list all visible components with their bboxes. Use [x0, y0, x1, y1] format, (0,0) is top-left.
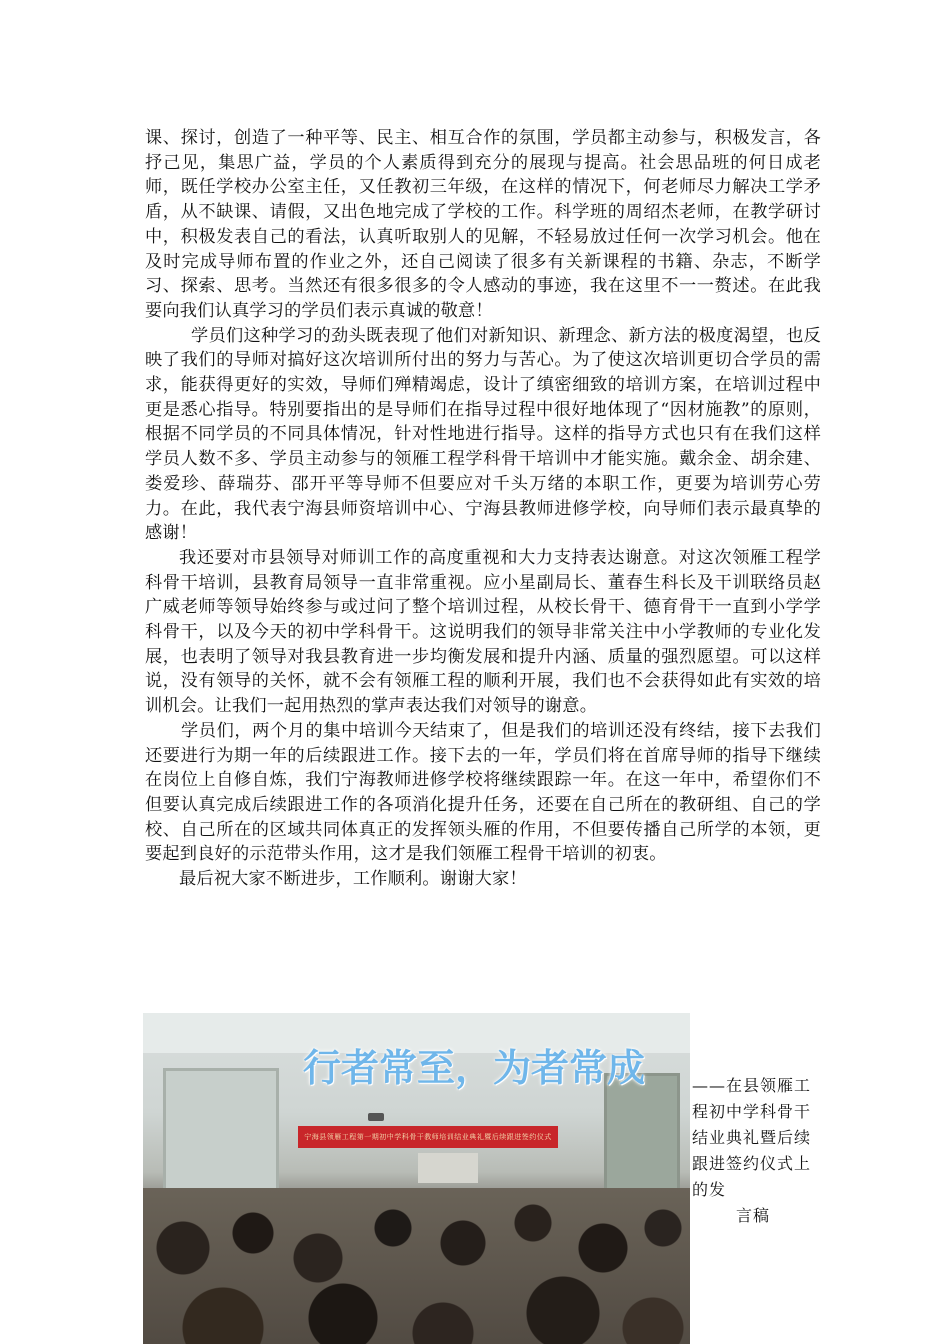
photo-stage	[418, 1153, 478, 1183]
speech-caption	[692, 1073, 814, 1229]
photo-window-left	[163, 1068, 279, 1194]
speech-body	[145, 126, 821, 892]
paragraph-2: 学员们这种学习的劲头既表现了他们对新知识、新理念、新方法的极度渴望，也反映了我们的导师对搞好这次培训所付出的努力与苦心。为了使这次培训更切合学员的需求，能获得更好的实效，导师们殚精竭虑，设计了缜密细致的培训方案，在培训过程中更是悉心指导。特别要指出的是导师们在指导过程中很好地体现了“因材施教”的原则，根据不同学员的不同具体情况，针对性地进行指导。这样的指导方式也只有在我们这样学员人数不多、学员主动参与的领雁工程学科骨干培训中才能实施。戴余金、胡余建、娄爱珍、薛瑞芬、邵开平等导师不但要应对千头万绪的本职工作，更要为培训劳心劳力。在此，我代表宁海县师资培训中心、宁海县教师进修学校，向导师们表示最真挚的感谢！	[145, 325, 821, 544]
photo-overlay-title: 行者常至，为者常成	[303, 1046, 646, 1090]
paragraph-1: 课、探讨，创造了一种平等、民主、相互合作的氛围，学员都主动参与，积极发言，各抒己见，集思广益，学员的个人素质得到充分的展现与提高。社会思品班的何日成老师，既任学校办公室主任，又任教初三年级，在这样的情况下，何老师尽力解决工学矛盾，从不缺课、请假，又出色地完成了学校的工作。科学班的周绍杰老师，在教学研讨中，积极发表自己的看法，认真听取别人的见解，不轻易放过任何一次学习机会。他在及时完成导师布置的作业之外，还自己阅读了很多有关新课程的书籍、杂志，不断学习、探索、思考。当然还有很多很多的令人感动的事迹，我在这里不一一赘述。在此我要向我们认真学习的学员们表示真诚的敬意！	[145, 128, 821, 321]
paragraph-4: 学员们，两个月的集中培训今天结束了，但是我们的培训还没有终结，接下去我们还要进行为期一年的后续跟进工作。接下去的一年，学员们将在首席导师的指导下继续在岗位上自修自炼，我们宁海教师进修学校将继续跟踪一年。在这一年中，希望你们不但要认真完成后续跟进工作的各项消化提升任务，还要在自己所在的教研组、自己的学校、自己所在的区域共同体真正的发挥领头雁的作用，不但要传播自己所学的本领，更要起到良好的示范带头作用，这才是我们领雁工程骨干培训的初衷。	[145, 720, 821, 865]
caption-last: 言稿	[735, 1206, 770, 1225]
projector-icon	[368, 1113, 384, 1121]
caption-main: ——在县领雁工程初中学科骨干结业典礼暨后续跟进签约仪式上的发	[692, 1076, 812, 1199]
stage-banner: 宁海县领雁工程第一期初中学科骨干教师培训结业典礼暨后续跟进签约仪式	[298, 1126, 558, 1148]
ceremony-photo	[143, 1013, 690, 1344]
paragraph-5: 最后祝大家不断进步，工作顺利。谢谢大家！	[179, 869, 527, 890]
photo-audience	[143, 1188, 690, 1344]
paragraph-3: 我还要对市县领导对师训工作的高度重视和大力支持表达谢意。对这次领雁工程学科骨干培训，县教育局领导一直非常重视。应小星副局长、董春生科长及干训联络员赵广威老师等领导始终参与或过问了整个培训过程，从校长骨干、德育骨干一直到小学学科骨干，以及今天的初中学科骨干。这说明我们的领导非常关注中小学教师的专业化发展，也表明了领导对我县教育进一步均衡发展和提升内涵、质量的强烈愿望。可以这样说，没有领导的关怀，就不会有领雁工程的顺利开展，我们也不会获得如此有实效的培训机会。让我们一起用热烈的掌声表达我们对领导的谢意。	[145, 547, 821, 717]
